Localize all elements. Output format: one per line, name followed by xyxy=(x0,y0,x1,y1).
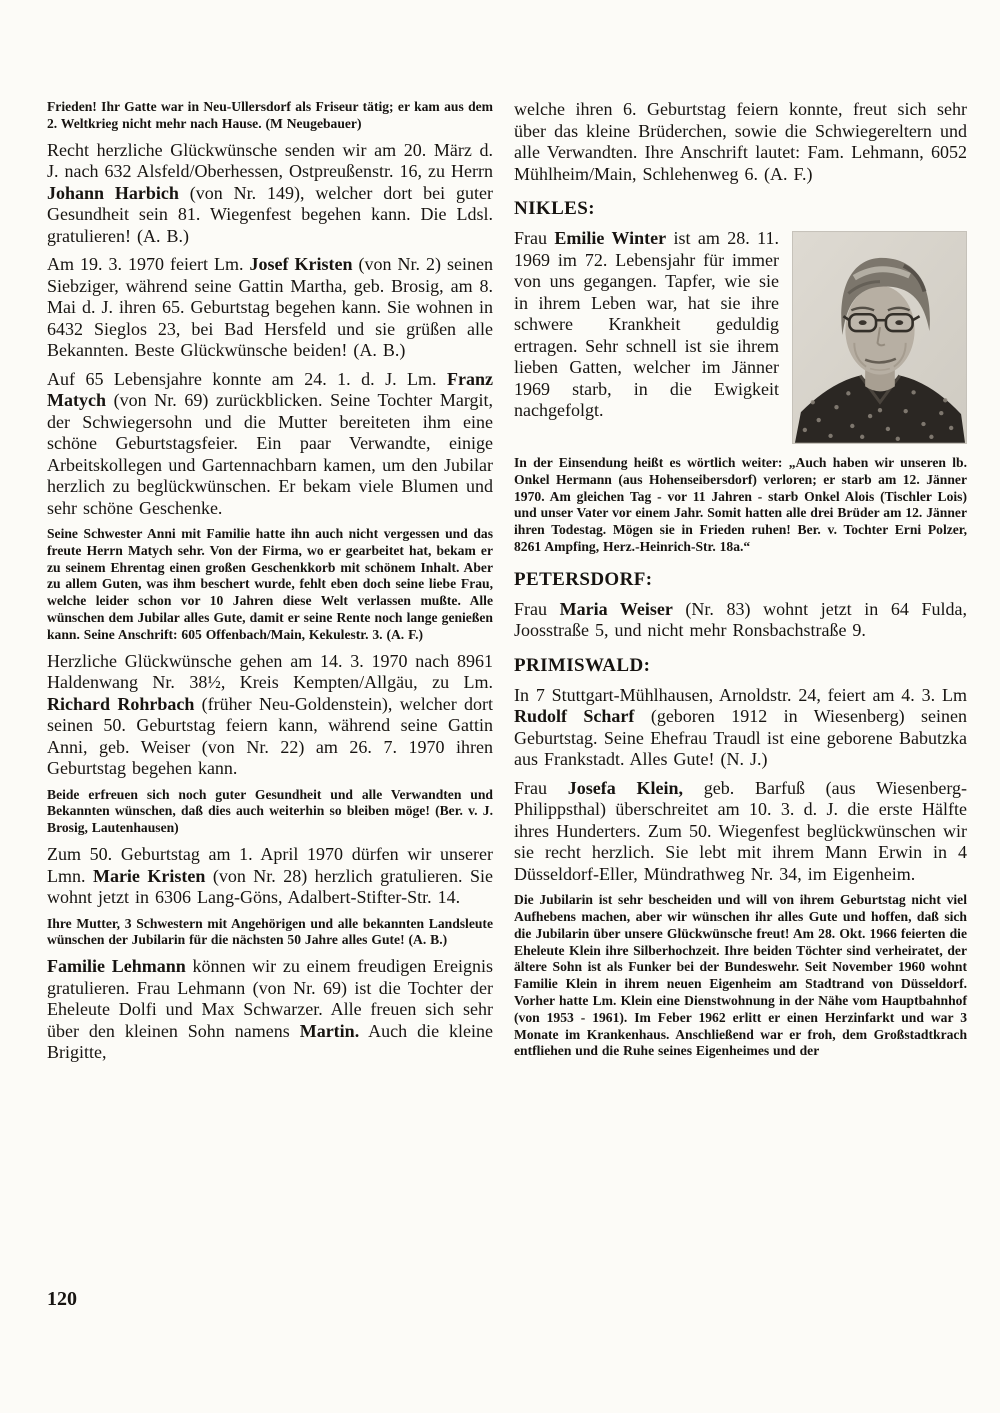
note-winter-einsendung: In der Einsendung heißt es wörtlich weiter: „Auch haben wir unseren lb. Onkel Hermann (aus Hohenseibersdorf) verloren; er starb am 12. Jänner 1970. Am gleichen Tag - vor 11 Jahren - starb Onkel Alois (Tischler Lois) und unser Vater vor einem Jahr. Somit hatten alle drei Brüder am 12. Jänner ihren Todestag. Mögen sie in Frieden ruhen! Ber. v. Tochter Erni Polzer, 8261 Ampfing, Herz.-Heinrich-Str. 18a.“ xyxy=(514,455,967,554)
note-rohrbach: Beide erfreuen sich noch guter Gesundheit und alle Verwandten und Bekannten wünschen, daß dies auch weiterhin so bleiben möge! (Ber. v. J. Brosig, Lautenhausen) xyxy=(47,786,493,836)
note-matych: Seine Schwester Anni mit Familie hatte ihn auch nicht vergessen und das freute Herrn Matych sehr. Von der Firma, wo er gearbeitet hat, bekam er zu seinem Ehrentag einen großen Geschenkkorb mit schönem Inhalt. Aber zu allem Guten, was ihm beschert wurde, fehlt eben doch seine liebe Frau, welche leider schon vor 10 Jahren diese Welt verlassen mußte. Alle wünschen dem Jubilar alles Gute, damit er seine Rente noch lange genießen kann. Seine Anschrift: 605 Offenbach/Main, Kekulestr. 3. (A. F.) xyxy=(47,526,493,642)
news-paragraph-kristen-marie: Zum 50. Geburtstag am 1. April 1970 dürfen wir unserer Lmn. Marie Kristen (von Nr. 28) herzlich gratulieren. Sie wohnt jetzt in 6306 Lang-Göns, Adalbert-Stifter-Str. 14. xyxy=(47,844,493,908)
obituary-paragraph-winter: Frau Emilie Winter ist am 28. 11. 1969 im 72. Lebensjahr für immer von uns gegangen. Tapfer, wie sie in ihrem Leben war, hat sie ihre schwere Krankheit geduldig ertragen. Sehr schnell ist sie ihrem lieben Gatten, welcher im Jänner 1969 starb, in die Ewigkeit nachgefolgt. xyxy=(514,228,779,420)
section-heading-nikles: NIKLES: xyxy=(514,198,595,219)
page-number: 120 xyxy=(47,1288,77,1310)
news-paragraph-matych: Auf 65 Lebensjahre konnte am 24. 1. d. J. Lm. Franz Matych (von Nr. 69) zurückblicken. Seine Tochter Margit, der Schwiegersohn und die Mutter bereiteten ihm eine schöne Geburtstagsfeier. Ein paar Verwandte, einige Arbeitskollegen und Gartennachbarn kamen, um den Jubilar herzlich zu beglückwünschen. Er bekam viele Blumen und sehr schöne Geschenke. xyxy=(47,368,493,518)
nikles-section-body xyxy=(514,228,967,556)
news-paragraph-harbich: Recht herzliche Glückwünsche senden wir am 20. März d. J. nach 632 Alsfeld/Oberhessen, Ostpreußenstr. 16, zu Herrn Johann Harbich (von Nr. 149), welcher dort bei guter Gesundheit sein 81. Wiegenfest begehen kann. Die Ldsl. gratulieren! (A. B.) xyxy=(47,139,493,246)
news-paragraph-weiser: Frau Maria Weiser (Nr. 83) wohnt jetzt in 64 Fulda, Joosstraße 5, und nicht mehr Ronsbachstraße 9. xyxy=(514,598,967,641)
note-klein: Die Jubilarin ist sehr bescheiden und will von ihrem Geburtstag nicht viel Aufhebens machen, aber wir wünschen ihr alles Gute und hoffen, daß sich die Jubilarin über unsere Glückwünsche freut! Am 28. Okt. 1966 feierten die Eheleute Klein ihre Silberhochzeit. Ihre beiden Töchter sind verheiratet, der ältere Sohn ist als Funker bei der Bundeswehr. Seit November 1960 wohnt Familie Klein in ihrem neuen Eigenheim am Stadtrand von Düsseldorf. Vorher hatte Lm. Klein eine Dienstwohnung in der Nähe vom Hauptbahnhof (von 1953 - 1961). Im Feber 1962 erlitt er einen Herzinfarkt und war 3 Monate im Krankenhaus. Anschließend war er froh, dem Großstadtkrach entfliehen und die Ruhe seines Eigenheimes und der xyxy=(514,892,967,1059)
section-heading-primiswald: PRIMISWALD: xyxy=(514,654,651,676)
news-paragraph-scharf: In 7 Stuttgart-Mühlhausen, Arnoldstr. 24, feiert am 4. 3. Lm Rudolf Scharf (geboren 1912 in Wiesenberg) seinen Geburtstag. Seine Ehefrau Traudl ist eine geborene Babutzka aus Frankstadt. Alles Gute! (N. J.) xyxy=(514,684,967,770)
news-paragraph-klein: Frau Josefa Klein, geb. Barfuß (aus Wiesenberg-Philippsthal) überschreitet am 10. 3. d. J. die erste Hälfte ihres Hunderters. Zum 50. Wiegenfest beglückwünschen wir sie recht herzlich. Sie lebt mit ihrem Mann Erwin in 4 Düsseldorf-Eller, Mündrathweg Nr. 34, im Eigenheim. xyxy=(514,777,967,884)
news-paragraph-kristen-josef: Am 19. 3. 1970 feiert Lm. Josef Kristen (von Nr. 2) seinen Siebziger, während seine Gattin Martha, geb. Brosig, am 8. Mai d. J. ihren 65. Geburtstag begehen kann. Sie wohnen in 6432 Sieglos 23, bei Bad Hersfeld und sie grüßen alle Bekannten. Beste Glückwünsche beiden! (A. B.) xyxy=(47,254,493,361)
note-neugebauer: Frieden! Ihr Gatte war in Neu-Ullersdorf als Friseur tätig; er kam aus dem 2. Weltkrieg nicht mehr nach Hause. (M Neugebauer) xyxy=(47,99,493,131)
note-kristen-marie: Ihre Mutter, 3 Schwestern mit Angehörigen und alle bekannten Landsleute wünschen der Jubilarin für die nächsten 50 Jahre alles Gute! (A. B.) xyxy=(47,915,493,948)
news-paragraph-lehmann-continued: welche ihren 6. Geburtstag feiern konnte, freut sich sehr über das kleine Brüderchen, sowie die Schwiegereltern und alle Verwandten. Ihre Anschrift lautet: Fam. Lehmann, 6052 Mühlheim/Main, Schlehenweg 6. (A. F.) xyxy=(514,99,967,184)
portrait-illustration xyxy=(793,232,966,443)
left-column xyxy=(47,99,493,1071)
section-heading-petersdorf: PETERSDORF: xyxy=(514,568,653,590)
right-column xyxy=(514,99,967,1067)
news-paragraph-rohrbach: Herzliche Glückwünsche gehen am 14. 3. 1970 nach 8961 Haldenwang Nr. 38½, Kreis Kempten/Allgäu, zu Lm. Richard Rohrbach (früher Neu-Goldenstein), welcher dort seinen 50. Geburtstag feiern kann, während seine Gattin Anni, geb. Weiser (von Nr. 22) am 26. 7. 1970 ihren Geburtstag begehen kann. xyxy=(47,650,494,779)
news-paragraph-lehmann: Familie Lehmann können wir zu einem freudigen Ereignis gratulieren. Frau Lehmann (von Nr. 69) ist die Tochter der Eheleute Dolfi und Max Schwarzer. Alle freuen sich sehr über den kleinen Sohn namens Martin. Auch die kleine Brigitte, xyxy=(47,956,494,1063)
portrait-photo-emilie-winter xyxy=(792,231,967,444)
